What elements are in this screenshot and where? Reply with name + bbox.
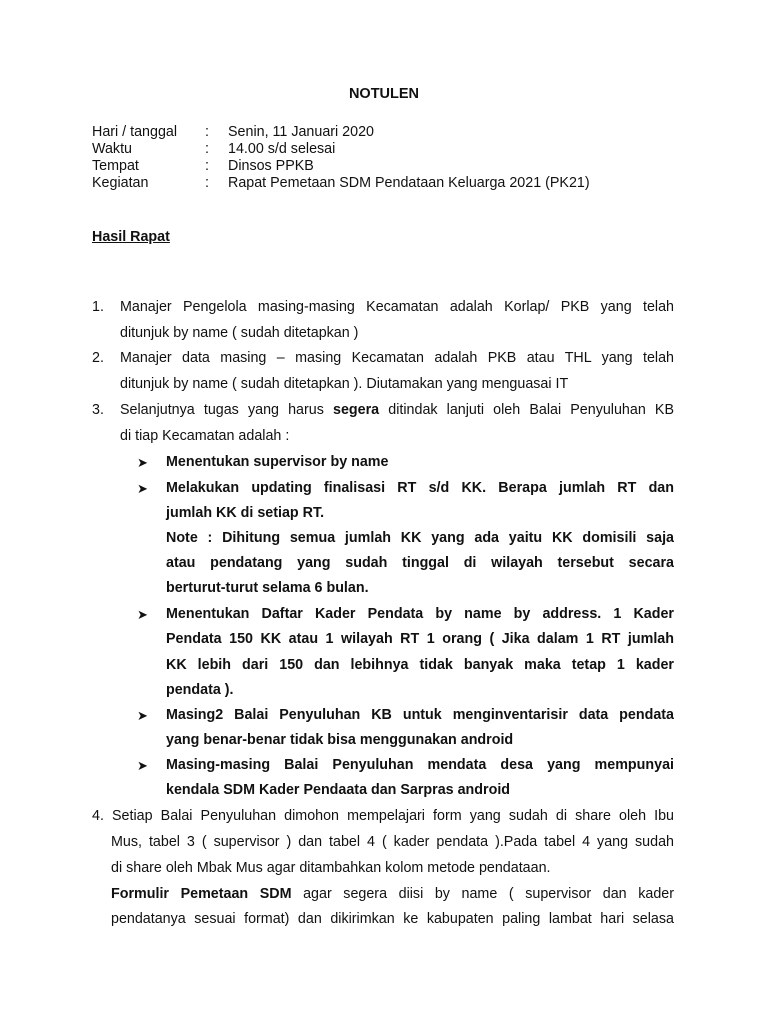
list-item-3: [120, 402, 674, 419]
item-line: di tiap Kecamatan adalah :: [120, 428, 290, 444]
meta-value: Senin, 11 Januari 2020: [228, 124, 374, 140]
meta-value: Rapat Pemetaan SDM Pendataan Keluarga 2021 (PK21): [228, 175, 590, 191]
bullet-1: [166, 454, 388, 471]
bullet-line: yang benar-benar tidak bisa menggunakan android: [166, 732, 514, 749]
meta-colon: :: [205, 124, 209, 140]
list-item-4: [92, 808, 674, 834]
item-line: ditunjuk by name ( sudah ditetapkan ). Diutamakan yang menguasai IT: [120, 376, 569, 392]
meta-row-activity: [92, 175, 590, 192]
bullet-line: Melakukan updating finalisasi RT s/d KK. Berapa jumlah RT dan: [166, 480, 674, 496]
bullet-line: Masing-masing Balai Penyuluhan mendata desa yang mempunyai: [166, 757, 674, 773]
arrow-bullet-icon: ➤: [137, 607, 148, 622]
bullet-4: [166, 707, 674, 758]
item-line: di share oleh Mbak Mus agar ditambahkan kolom metode pendataan.: [111, 859, 551, 876]
list-item-1: [120, 299, 674, 316]
bullet-line: kendala SDM Kader Pendaata dan Sarpras android: [166, 782, 511, 799]
bullet-line: berturut-turut selama 6 bulan.: [166, 580, 369, 596]
arrow-bullet-icon: ➤: [137, 481, 148, 496]
meta-colon: :: [205, 158, 209, 174]
item-text: Selanjutnya tugas yang harus: [120, 402, 334, 418]
item-number: 1.: [92, 299, 104, 315]
item-number: 2.: [92, 350, 104, 366]
item-number: 3.: [92, 402, 104, 418]
meta-value: Dinsos PPKB: [228, 158, 314, 174]
meta-row-date: [92, 124, 590, 141]
bullet-5: [166, 757, 674, 808]
item-line: Manajer Pengelola masing-masing Kecamatan adalah Korlap/ PKB yang telah: [120, 299, 674, 315]
item-line: Manajer data masing – masing Kecamatan adalah PKB atau THL yang telah: [120, 350, 674, 366]
meta-row-time: [92, 141, 590, 158]
item-text: ditindak lanjuti oleh Balai Penyuluhan KB: [379, 402, 674, 418]
bullet-line: atau pendatang yang sudah tinggal di wilayah tersebut secara: [166, 555, 674, 571]
item-line: [111, 886, 674, 912]
list-item-2: [120, 350, 674, 367]
bullet-line: Note : Dihitung semua jumlah KK yang ada yaitu KK domisili saja: [166, 530, 674, 546]
meta-colon: :: [205, 141, 209, 157]
list-item-3-cont: [120, 428, 289, 445]
meta-key: Hari / tanggal: [92, 124, 178, 140]
arrow-bullet-icon: ➤: [137, 758, 148, 773]
bullet-3: [166, 606, 674, 707]
meta-value: 14.00 s/d selesai: [228, 141, 336, 157]
bullet-line: Menentukan supervisor by name: [166, 454, 389, 470]
bullet-line: Pendata 150 KK atau 1 wilayah RT 1 orang ( Jika dalam 1 RT jumlah: [166, 631, 674, 648]
bullet-line: pendata ).: [166, 681, 234, 698]
item-line: Mus, tabel 3 ( supervisor ) dan tabel 4 ( kader pendata ).Pada tabel 4 yang sudah: [111, 834, 674, 850]
bullet-line: Masing2 Balai Penyuluhan KB untuk menginventarisir data pendata: [166, 707, 674, 723]
bullet-2: [166, 480, 674, 605]
meta-colon: :: [205, 175, 209, 191]
item-text: agar segera diisi by name ( supervisor dan kader: [291, 885, 674, 902]
meta-key: Tempat: [92, 158, 139, 174]
emphasis-text: segera: [333, 402, 380, 418]
meta-key: Waktu: [92, 141, 132, 157]
item-line: [120, 402, 674, 419]
arrow-bullet-icon: ➤: [137, 455, 148, 470]
meta-key: Kegiatan: [92, 175, 149, 191]
bullet-line: jumlah KK di setiap RT.: [166, 505, 325, 521]
list-item-2-cont: [120, 376, 568, 393]
document-title: NOTULEN: [348, 86, 420, 102]
item-line: pendatanya sesuai format) dan dikirimkan ke kabupaten paling lambat hari selasa: [111, 911, 674, 928]
bullet-line: Menentukan Daftar Kader Pendata by name by address. 1 Kader: [166, 606, 674, 622]
section-heading: Hasil Rapat: [92, 229, 170, 245]
item-line: 4. Setiap Balai Penyuluhan dimohon mempelajari form yang sudah di share oleh Ibu: [92, 808, 674, 824]
list-item-1-cont: [120, 325, 358, 342]
emphasis-text: Formulir Pemetaan SDM: [111, 885, 292, 902]
item-line: ditunjuk by name ( sudah ditetapkan ): [120, 325, 359, 341]
meta-row-place: [92, 158, 590, 175]
meeting-info: [92, 124, 590, 192]
arrow-bullet-icon: ➤: [137, 708, 148, 723]
list-item-4-cont: [111, 834, 674, 937]
bullet-line: KK lebih dari 150 dan lebihnya tidak banyak maka tetap 1 kader: [166, 656, 674, 673]
